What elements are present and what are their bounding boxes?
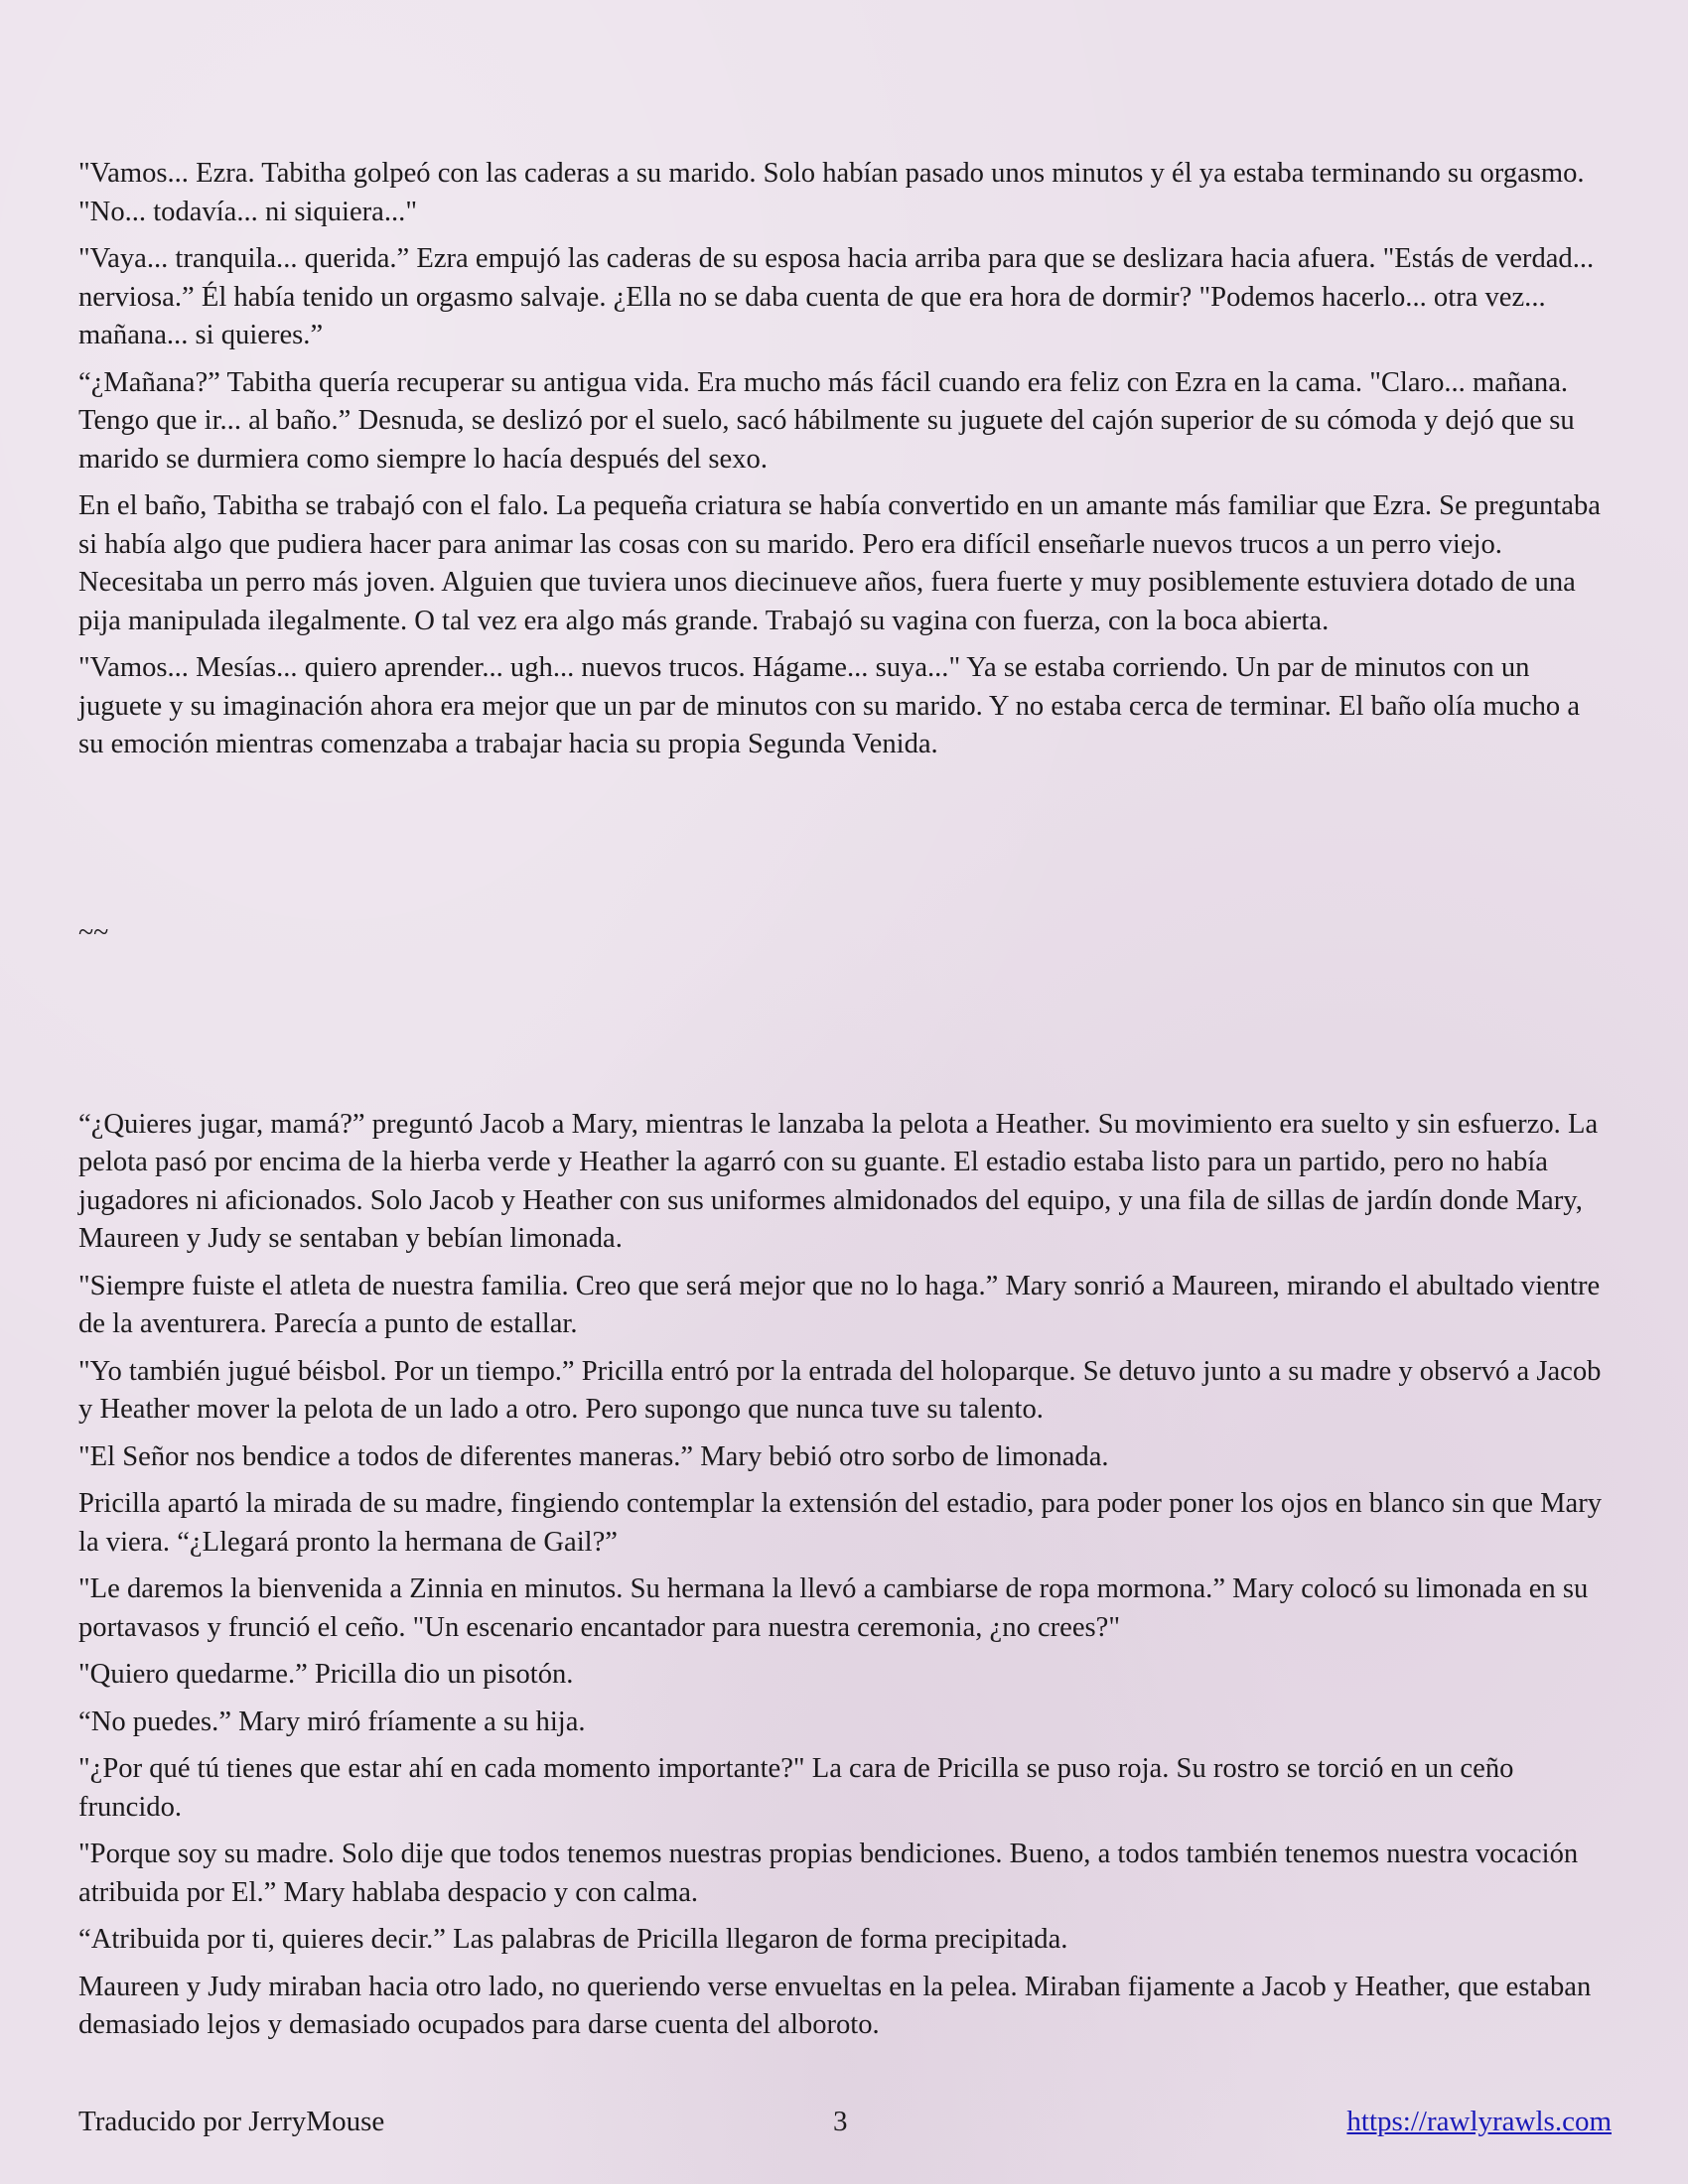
paragraph: “¿Quieres jugar, mamá?” preguntó Jacob a Mary, mientras le lanzaba la pelota a Heather. Su movimiento era suelto y sin esfuerzo. La pelota pasó por encima de la hierba verde y Heather la agarró con su guante. El estadio estaba listo para un partido, pero no había jugadores ni aficionados. Solo Jacob y Heather con sus uniformes almidonados del equipo, y una fila de sillas de jardín donde Mary, Maureen y Judy se sentaban y bebían limonada. — [78, 1108, 1599, 1254]
section-2 — [78, 1106, 1608, 2045]
paragraph: "Quiero quedarme.” Pricilla dio un pisotón. — [78, 1659, 574, 1690]
translator-credit: Traducido por JerryMouse — [78, 2106, 385, 2137]
paragraph: Pricilla apartó la mirada de su madre, fingiendo contemplar la extensión del estadio, para poder poner los ojos en blanco sin que Mary la viera. “¿Llegará pronto la hermana de Gail?” — [78, 1488, 1603, 1558]
paragraph: En el baño, Tabitha se trabajó con el falo. La pequeña criatura se había convertido en un amante más familiar que Ezra. Se preguntaba si había algo que pudiera hacer para animar las cosas con su marido. Pero era difícil enseñarle nuevos trucos a un perro viejo. Necesitaba un perro más joven. Alguien que tuviera unos diecinueve años, fuera fuerte y muy posiblemente estuviera dotado de una pija manipulada ilegalmente. O tal vez era algo más grande. Trabajó su vagina con fuerza, con la boca abierta. — [78, 490, 1601, 636]
paragraph: "Porque soy su madre. Solo dije que todos tenemos nuestras propias bendiciones. Bueno, a todos también tenemos nuestra vocación atribuida por El.” Mary hablaba despacio y con calma. — [78, 1839, 1579, 1908]
paragraph: "Siempre fuiste el atleta de nuestra familia. Creo que será mejor que no lo haga.” Mary sonrió a Maureen, mirando el abultado vientre de la aventurera. Parecía a punto de estallar. — [78, 1270, 1601, 1339]
scene-break: ~~ — [78, 916, 109, 948]
page-number: 3 — [833, 2106, 848, 2137]
paragraph: “¿Mañana?” Tabitha quería recuperar su antigua vida. Era mucho más fácil cuando era feliz con Ezra en la cama. "Claro... mañana. Tengo que ir... al baño.” Desnuda, se deslizó por el suelo, sacó hábilmente su juguete del cajón superior de su cómoda y dejó que su marido se durmiera como siempre lo hacía después del sexo. — [78, 366, 1575, 475]
paragraph: "El Señor nos bendice a todos de diferentes maneras.” Mary bebió otro sorbo de limonada. — [78, 1440, 1109, 1472]
document-body — [78, 155, 1608, 2054]
paragraph: "¿Por qué tú tienes que estar ahí en cada momento importante?" La cara de Pricilla se puso roja. Su rostro se torció en un ceño fruncido. — [78, 1753, 1514, 1823]
paragraph: "Vamos... Mesías... quiero aprender... ugh... nuevos trucos. Hágame... suya..." Ya se estaba corriendo. Un par de minutos con un juguete y su imaginación ahora era mejor que un par de minutos con su marido. Y no estaba cerca de terminar. El baño olía mucho a su emoción mientras comenzaba a trabajar hacia su propia Segunda Venida. — [78, 652, 1581, 759]
paragraph: "Yo también jugué béisbol. Por un tiempo.” Pricilla entró por la entrada del holoparque. Se detuvo junto a su madre y observó a Jacob y Heather mover la pelota de un lado a otro. Pero supongo que nunca tuve su talento. — [78, 1355, 1602, 1425]
page-footer — [78, 2102, 1612, 2141]
paragraph: “No puedes.” Mary miró fríamente a su hija. — [78, 1706, 586, 1737]
website-link[interactable]: https://rawlyrawls.com — [1346, 2106, 1612, 2137]
section-1 — [78, 155, 1608, 764]
paragraph: "Vaya... tranquila... querida.” Ezra empujó las caderas de su esposa hacia arriba para que se deslizara hacia afuera. "Estás de verdad... nerviosa.” Él había tenido un orgasmo salvaje. ¿Ella no se daba cuenta de que era hora de dormir? "Podemos hacerlo... otra vez... mañana... si quieres.” — [78, 243, 1595, 350]
paragraph: "Le daremos la bienvenida a Zinnia en minutos. Su hermana la llevó a cambiarse de ropa mormona.” Mary colocó su limonada en su portavasos y frunció el ceño. "Un escenario encantador para nuestra ceremonia, ¿no crees?" — [78, 1573, 1589, 1643]
paragraph: “Atribuida por ti, quieres decir.” Las palabras de Pricilla llegaron de forma precipitada. — [78, 1924, 1068, 1955]
paragraph: Maureen y Judy miraban hacia otro lado, no queriendo verse envueltas en la pelea. Miraban fijamente a Jacob y Heather, que estaban demasiado lejos y demasiado ocupados para darse cuenta del alboroto. — [78, 1971, 1592, 2040]
paragraph: "Vamos... Ezra. Tabitha golpeó con las caderas a su marido. Solo habían pasado unos minutos y él ya estaba terminando su orgasmo. "No... todavía... ni siquiera..." — [78, 158, 1585, 227]
